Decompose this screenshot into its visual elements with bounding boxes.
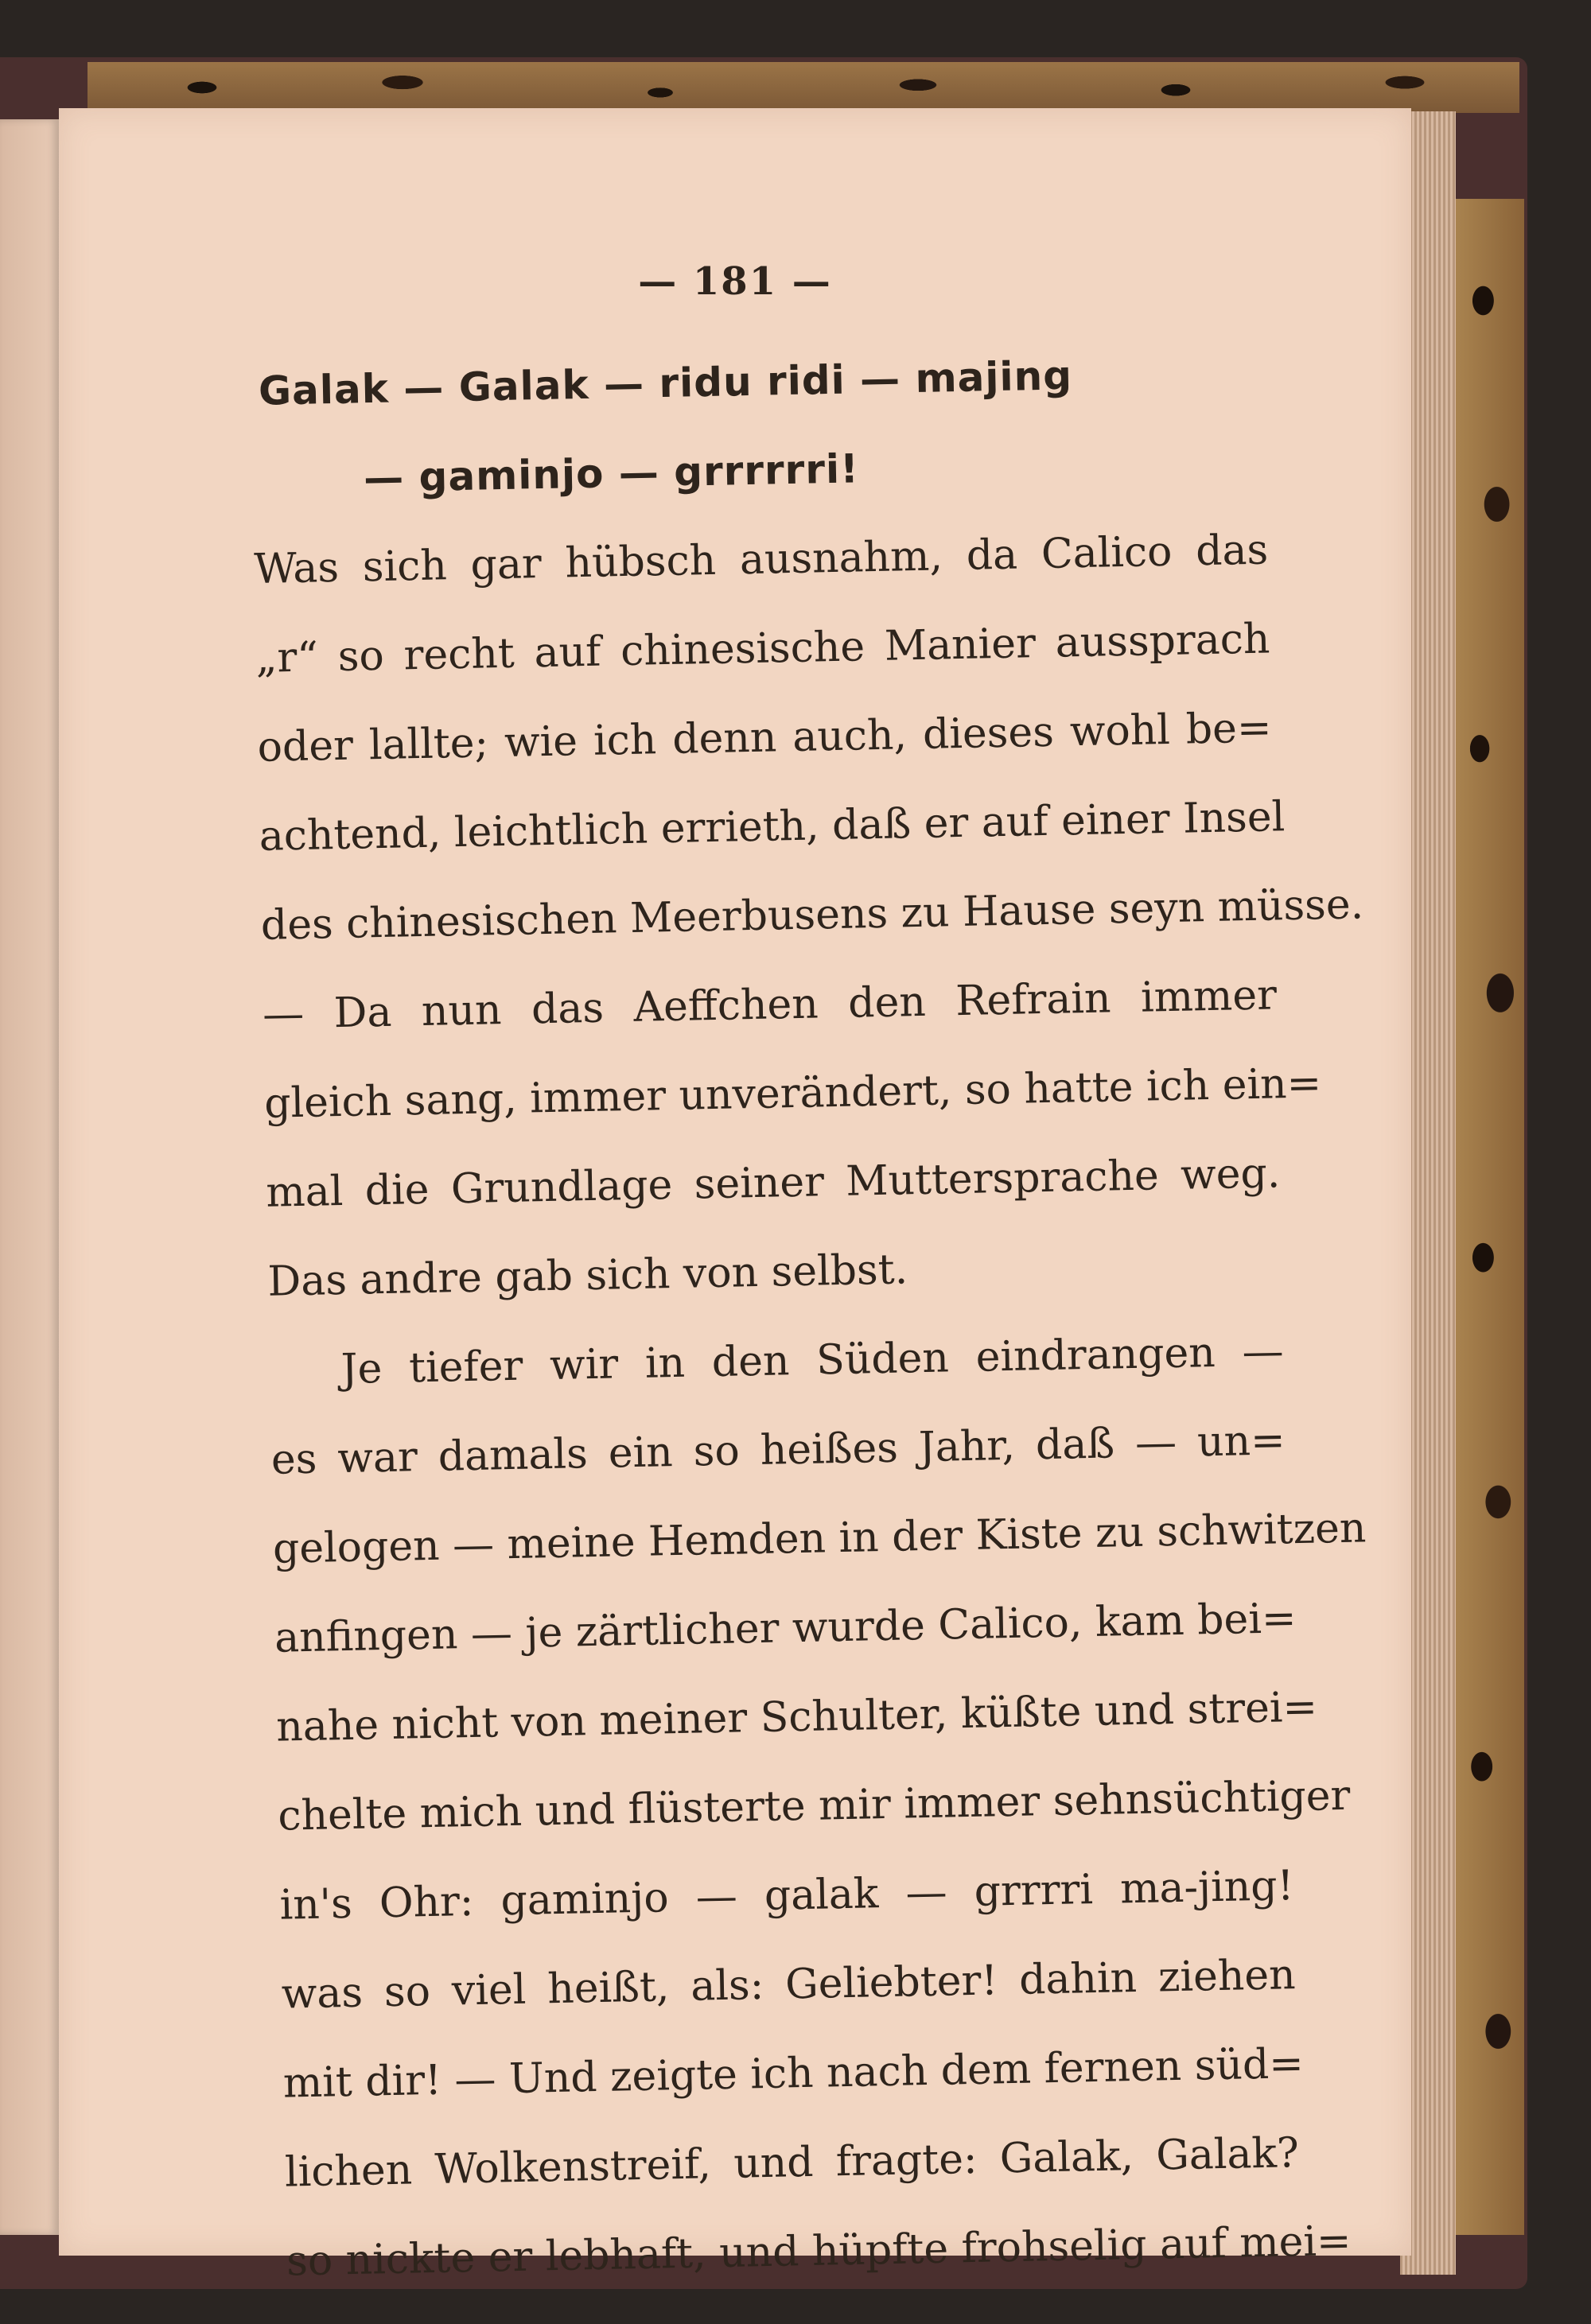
text-line: nahe nicht von meiner Schulter, küßte und strei=: [275, 1683, 1318, 1751]
text-line: oder lallte; wie ich denn auch, dieses wohl be=: [257, 704, 1273, 771]
text-line: mit dir! — Und zeigte ich nach dem fernen süd=: [282, 2039, 1305, 2108]
book-page: [59, 108, 1411, 2286]
marbled-edge-right: [1456, 199, 1524, 2235]
text-line: gelogen — meine Hemden in der Kiste zu schwitzen: [272, 1504, 1367, 1573]
text-line: chelte mich und flüsterte mir immer sehnsüchtiger: [277, 1771, 1351, 1840]
page-number: — 181 —: [638, 259, 832, 304]
text-line: Was sich gar hübsch ausnahm, da Calico das: [253, 526, 1269, 593]
text-line: gleich sang, immer unverändert, so hatte ich ein=: [263, 1059, 1322, 1128]
text-line: lichen Wolkenstreif, und fragte: Galak, Galak?: [284, 2129, 1300, 2197]
text-line: anfingen — je zärtlicher wurde Calico, kam bei=: [274, 1595, 1297, 1662]
text-line: — Da nun das Aeffchen den Refrain immer: [262, 971, 1278, 1039]
facing-page-edge: [0, 119, 59, 2235]
text-line: es war damals ein so heißes Jahr, daß — un=: [270, 1417, 1286, 1484]
text-line: — gaminjo — grrrrrri!: [363, 445, 860, 502]
text-line: mal die Grundlage seiner Muttersprache weg.: [265, 1149, 1281, 1217]
text-line: „r“ so recht auf chinesische Manier aussprach: [255, 615, 1270, 682]
text-line: Je tiefer wir in den Süden eindrangen —: [340, 1327, 1285, 1394]
text-line: Das andre gab sich von selbst.: [267, 1246, 908, 1306]
text-line: Galak — Galak — ridu ridi — majing: [258, 352, 1073, 414]
text-line: achtend, leichtlich errieth, daß er auf einer Insel: [259, 793, 1286, 861]
marbled-edge-top: [88, 62, 1519, 113]
body-text: [250, 328, 1367, 2307]
text-line: in's Ohr: gaminjo — galak — grrrri ma-jing!: [279, 1862, 1294, 1930]
text-line: was so viel heißt, als: Geliebter! dahin ziehen: [281, 1951, 1297, 2019]
text-line: des chinesischen Meerbusens zu Hause seyn müsse.: [260, 880, 1364, 950]
text-line: so nickte er lebhaft, und hüpfte frohselig auf mei=: [286, 2217, 1352, 2286]
